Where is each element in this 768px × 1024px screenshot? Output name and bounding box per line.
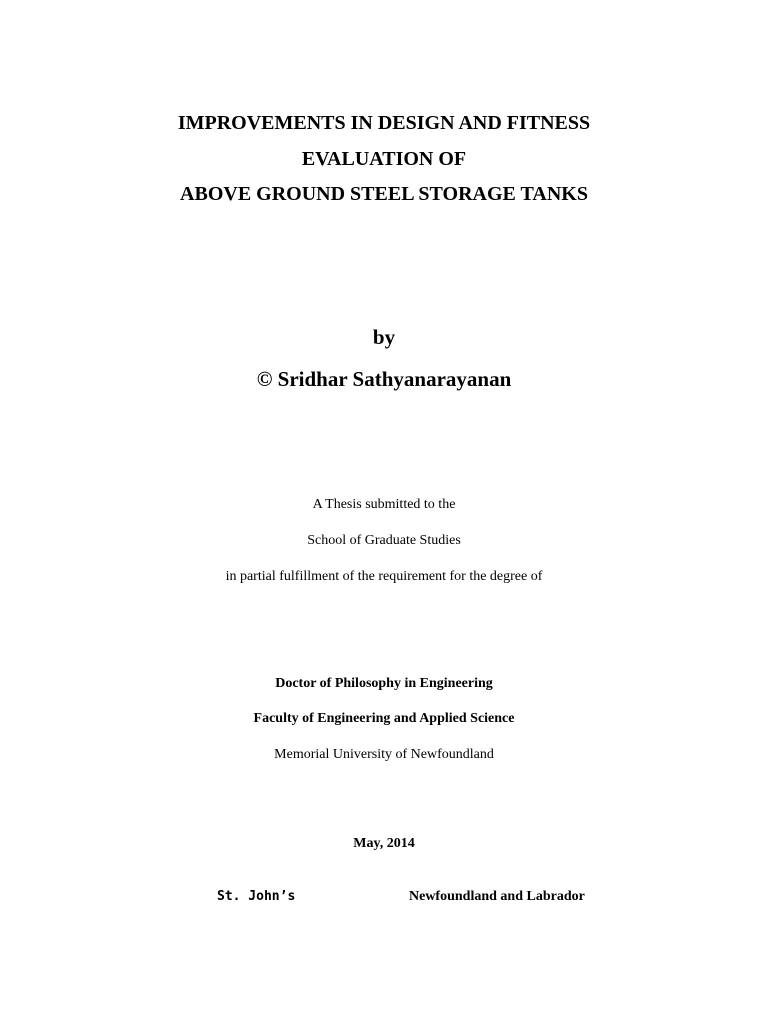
- submission-line-3: in partial fulfillment of the requirement for the degree of: [225, 569, 543, 584]
- thesis-title-line-2: EVALUATION OF: [301, 148, 467, 170]
- author-name: © Sridhar Sathyanarayanan: [256, 367, 512, 391]
- submission-date: May, 2014: [353, 836, 415, 851]
- thesis-title-line-1: IMPROVEMENTS IN DESIGN AND FITNESS: [177, 112, 591, 134]
- university-name: Memorial University of Newfoundland: [274, 747, 494, 762]
- degree-name: Doctor of Philosophy in Engineering: [275, 676, 493, 691]
- submission-line-1: A Thesis submitted to the: [312, 497, 456, 512]
- submission-line-2: School of Graduate Studies: [307, 533, 461, 548]
- by-label: by: [372, 325, 396, 349]
- location-city: St. John’s: [217, 889, 296, 904]
- location-province: Newfoundland and Labrador: [409, 889, 585, 904]
- thesis-title-line-3: ABOVE GROUND STEEL STORAGE TANKS: [180, 183, 588, 205]
- faculty-name: Faculty of Engineering and Applied Science: [253, 711, 515, 726]
